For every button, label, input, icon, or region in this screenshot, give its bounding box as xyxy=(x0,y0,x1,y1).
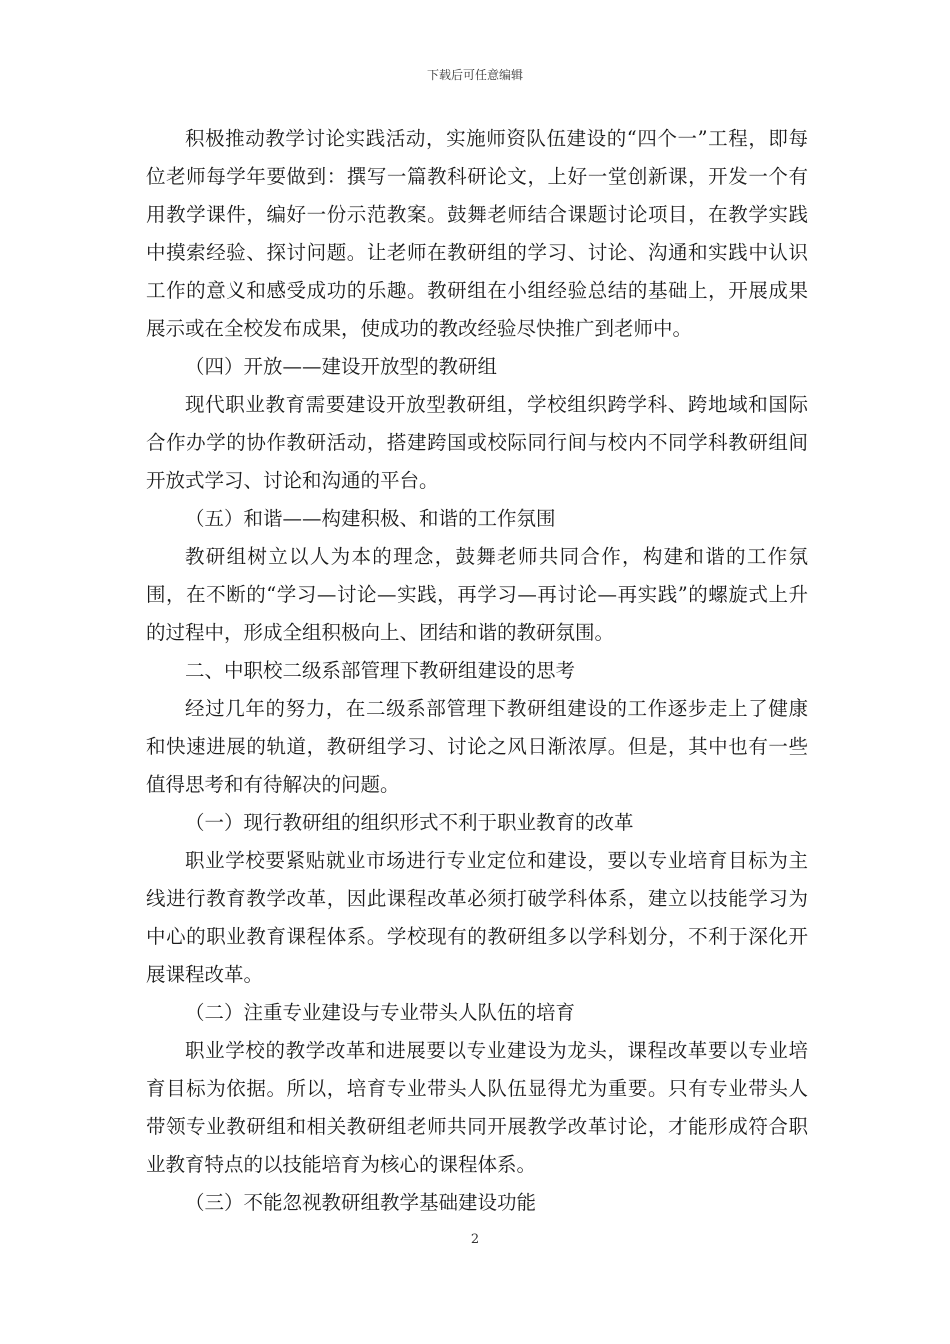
page-number: 2 xyxy=(470,1232,480,1247)
subheading: （四）开放——建设开放型的教研组 xyxy=(185,355,498,378)
paragraph: 教研组树立以人为本的理念，鼓舞老师共同合作，构建和谐的工作氛围，在不断的“学习—讨论—实践，再学习—再讨论—再实践”的螺旋式上升的过程中，形成全组积极向上、团结和谐的教研氛围。 xyxy=(146,545,808,644)
page-header: 下载后可任意编辑 xyxy=(426,68,523,82)
paragraph: 积极推动教学讨论实践活动，实施师资队伍建设的“四个一”工程，即每位老师每学年要做到：撰写一篇教科研论文，上好一堂创新课，开发一个有用教学课件，编好一份示范教案。鼓舞老师结合课题讨论项目，在教学实践中摸索经验、探讨问题。让老师在教研组的学习、讨论、沟通和实践中认识工作的意义和感受成功的乐趣。教研组在小组经验总结的基础上，开展成果展示或在全校发布成果，使成功的教改经验尽快推广到老师中。 xyxy=(146,127,808,340)
paragraph: 职业学校要紧贴就业市场进行专业定位和建设，要以专业培育目标为主线进行教育教学改革，因此课程改革必须打破学科体系，建立以技能学习为中心的职业教育课程体系。学校现有的教研组多以学科划分，不利于深化开展课程改革。 xyxy=(146,849,808,986)
section-heading: 二、中职校二级系部管理下教研组建设的思考 xyxy=(185,659,576,682)
paragraph: 职业学校的教学改革和进展要以专业建设为龙头，课程改革要以专业培育目标为依据。所以，培育专业带头人队伍显得尤为重要。只有专业带头人带领专业教研组和相关教研组老师共同开展教学改革讨论，才能形成符合职业教育特点的以技能培育为核心的课程体系。 xyxy=(146,1039,808,1176)
subheading: （五）和谐——构建积极、和谐的工作氛围 xyxy=(185,507,556,530)
paragraph: 现代职业教育需要建设开放型教研组，学校组织跨学科、跨地域和国际合作办学的协作教研活动，搭建跨国或校际同行间与校内不同学科教研组间开放式学习、讨论和沟通的平台。 xyxy=(146,393,808,492)
subheading: （二）注重专业建设与专业带头人队伍的培育 xyxy=(185,1001,576,1024)
document-body xyxy=(146,120,808,1222)
subheading: （一）现行教研组的组织形式不利于职业教育的改革 xyxy=(185,811,634,834)
paragraph: 经过几年的努力，在二级系部管理下教研组建设的工作逐步走上了健康和快速进展的轨道，教研组学习、讨论之风日渐浓厚。但是，其中也有一些值得思考和有待解决的问题。 xyxy=(146,697,808,796)
subheading: （三）不能忽视教研组教学基础建设功能 xyxy=(185,1191,537,1214)
